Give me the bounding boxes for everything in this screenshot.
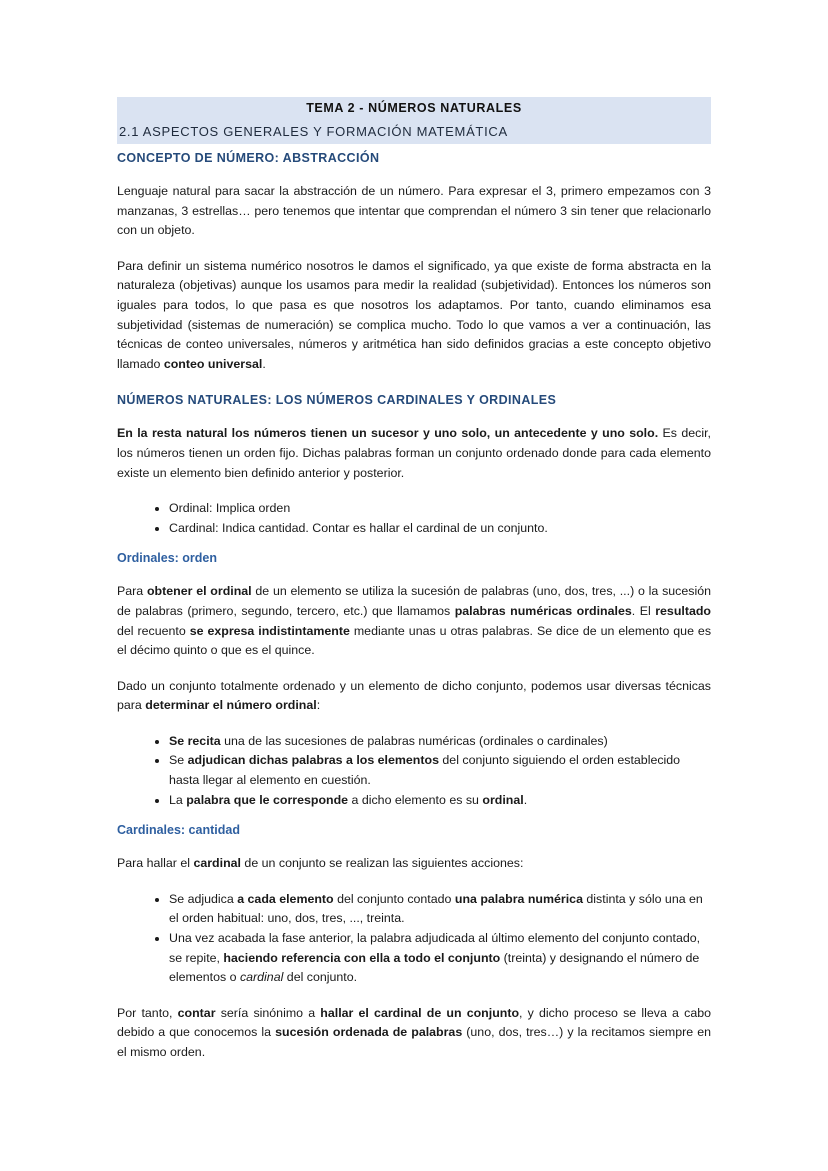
heading-cardinales: Cardinales: cantidad xyxy=(117,823,240,838)
heading-concepto-numero: CONCEPTO DE NÚMERO: ABSTRACCIÓN xyxy=(117,151,380,165)
paragraph-sistema-numerico: Para definir un sistema numérico nosotros le damos el significado, ya que existe de forma abstracta en la naturaleza (objetivas) aunque los usamos para medir la realidad (subjetividad). Entonces los números son iguales para todos, lo que pasa es que nosotros los adaptamos. Por tanto, cuando eliminamos esa subjetividad (sistemas de numeración) se complica mucho. Todo lo que vamos a ver a continuación, las técnicas de conteo universales, números y aritmética han sido definidos gracias a este concepto objetivo llamado conteo universal. xyxy=(117,258,711,371)
document-title: TEMA 2 - NÚMEROS NATURALES xyxy=(306,101,522,115)
paragraph-abstraccion: Lenguaje natural para sacar la abstracción de un número. Para expresar el 3, primero empezamos con 3 manzanas, 3 estrellas… pero tenemos que intentar que comprendan el número 3 sin tener que relacionarlo con un objeto. xyxy=(117,184,711,238)
list-item: • Cardinal: Indica cantidad. Contar es hallar el cardinal de un conjunto. xyxy=(169,519,711,539)
title-band xyxy=(117,97,711,144)
list-tecnicas-ordinal xyxy=(117,732,711,810)
list-item: • Ordinal: Implica orden xyxy=(169,499,711,519)
heading-ordinales: Ordinales: orden xyxy=(117,551,218,566)
list-acciones-cardinal xyxy=(117,890,711,988)
list-ordinal-cardinal xyxy=(117,499,711,538)
list-item: • Se recita una de las sucesiones de palabras numéricas (ordinales o cardinales) xyxy=(169,732,711,752)
paragraph-hallar-cardinal: Para hallar el cardinal de un conjunto se realizan las siguientes acciones: xyxy=(117,856,524,871)
list-item: • Una vez acabada la fase anterior, la palabra adjudicada al último elemento del conjunto contado, se repite, haciendo referencia con ella a todo el conjunto (treinta) y designando el número de elementos o cardinal del conjunto. xyxy=(169,929,711,988)
paragraph-contar: Por tanto, contar sería sinónimo a hallar el cardinal de un conjunto, y dicho proceso se lleva a cabo debido a que conocemos la sucesión ordenada de palabras (uno, dos, tres…) y la recitamos siempre en el mismo orden. xyxy=(117,1005,711,1059)
paragraph-obtener-ordinal: Para obtener el ordinal de un elemento se utiliza la sucesión de palabras (uno, dos, tres, ...) o la sucesión de palabras (primero, segundo, tercero, etc.) que llamamos palabras numéricas ordinales. El resultado del recuento se expresa indistintamente mediante unas u otras palabras. Se dice de un elemento que es el décimo quinto o que es el quince. xyxy=(117,584,712,658)
section-subtitle: 2.1 ASPECTOS GENERALES Y FORMACIÓN MATEMÁTICA xyxy=(119,124,508,139)
document-page xyxy=(117,97,711,1063)
paragraph-resta-natural: En la resta natural los números tienen un sucesor y uno solo, un antecedente y uno solo. Es decir, los números tienen un orden fijo. Dichas palabras forman un conjunto ordenado donde para cada elemento existe un elemento bien definido anterior y posterior. xyxy=(117,426,711,480)
list-item: • Se adjudican dichas palabras a los elementos del conjunto siguiendo el orden establecido hasta llegar al elemento en cuestión. xyxy=(169,751,711,790)
paragraph-conjunto-ordenado: Dado un conjunto totalmente ordenado y un elemento de dicho conjunto, podemos usar diversas técnicas para determinar el número ordinal: xyxy=(117,678,711,713)
list-item: • Se adjudica a cada elemento del conjunto contado una palabra numérica distinta y sólo una en el orden habitual: uno, dos, tres, ..., treinta. xyxy=(169,890,711,929)
list-item: • La palabra que le corresponde a dicho elemento es su ordinal. xyxy=(169,791,711,811)
heading-numeros-naturales: NÚMEROS NATURALES: LOS NÚMEROS CARDINALES Y ORDINALES xyxy=(117,393,557,408)
